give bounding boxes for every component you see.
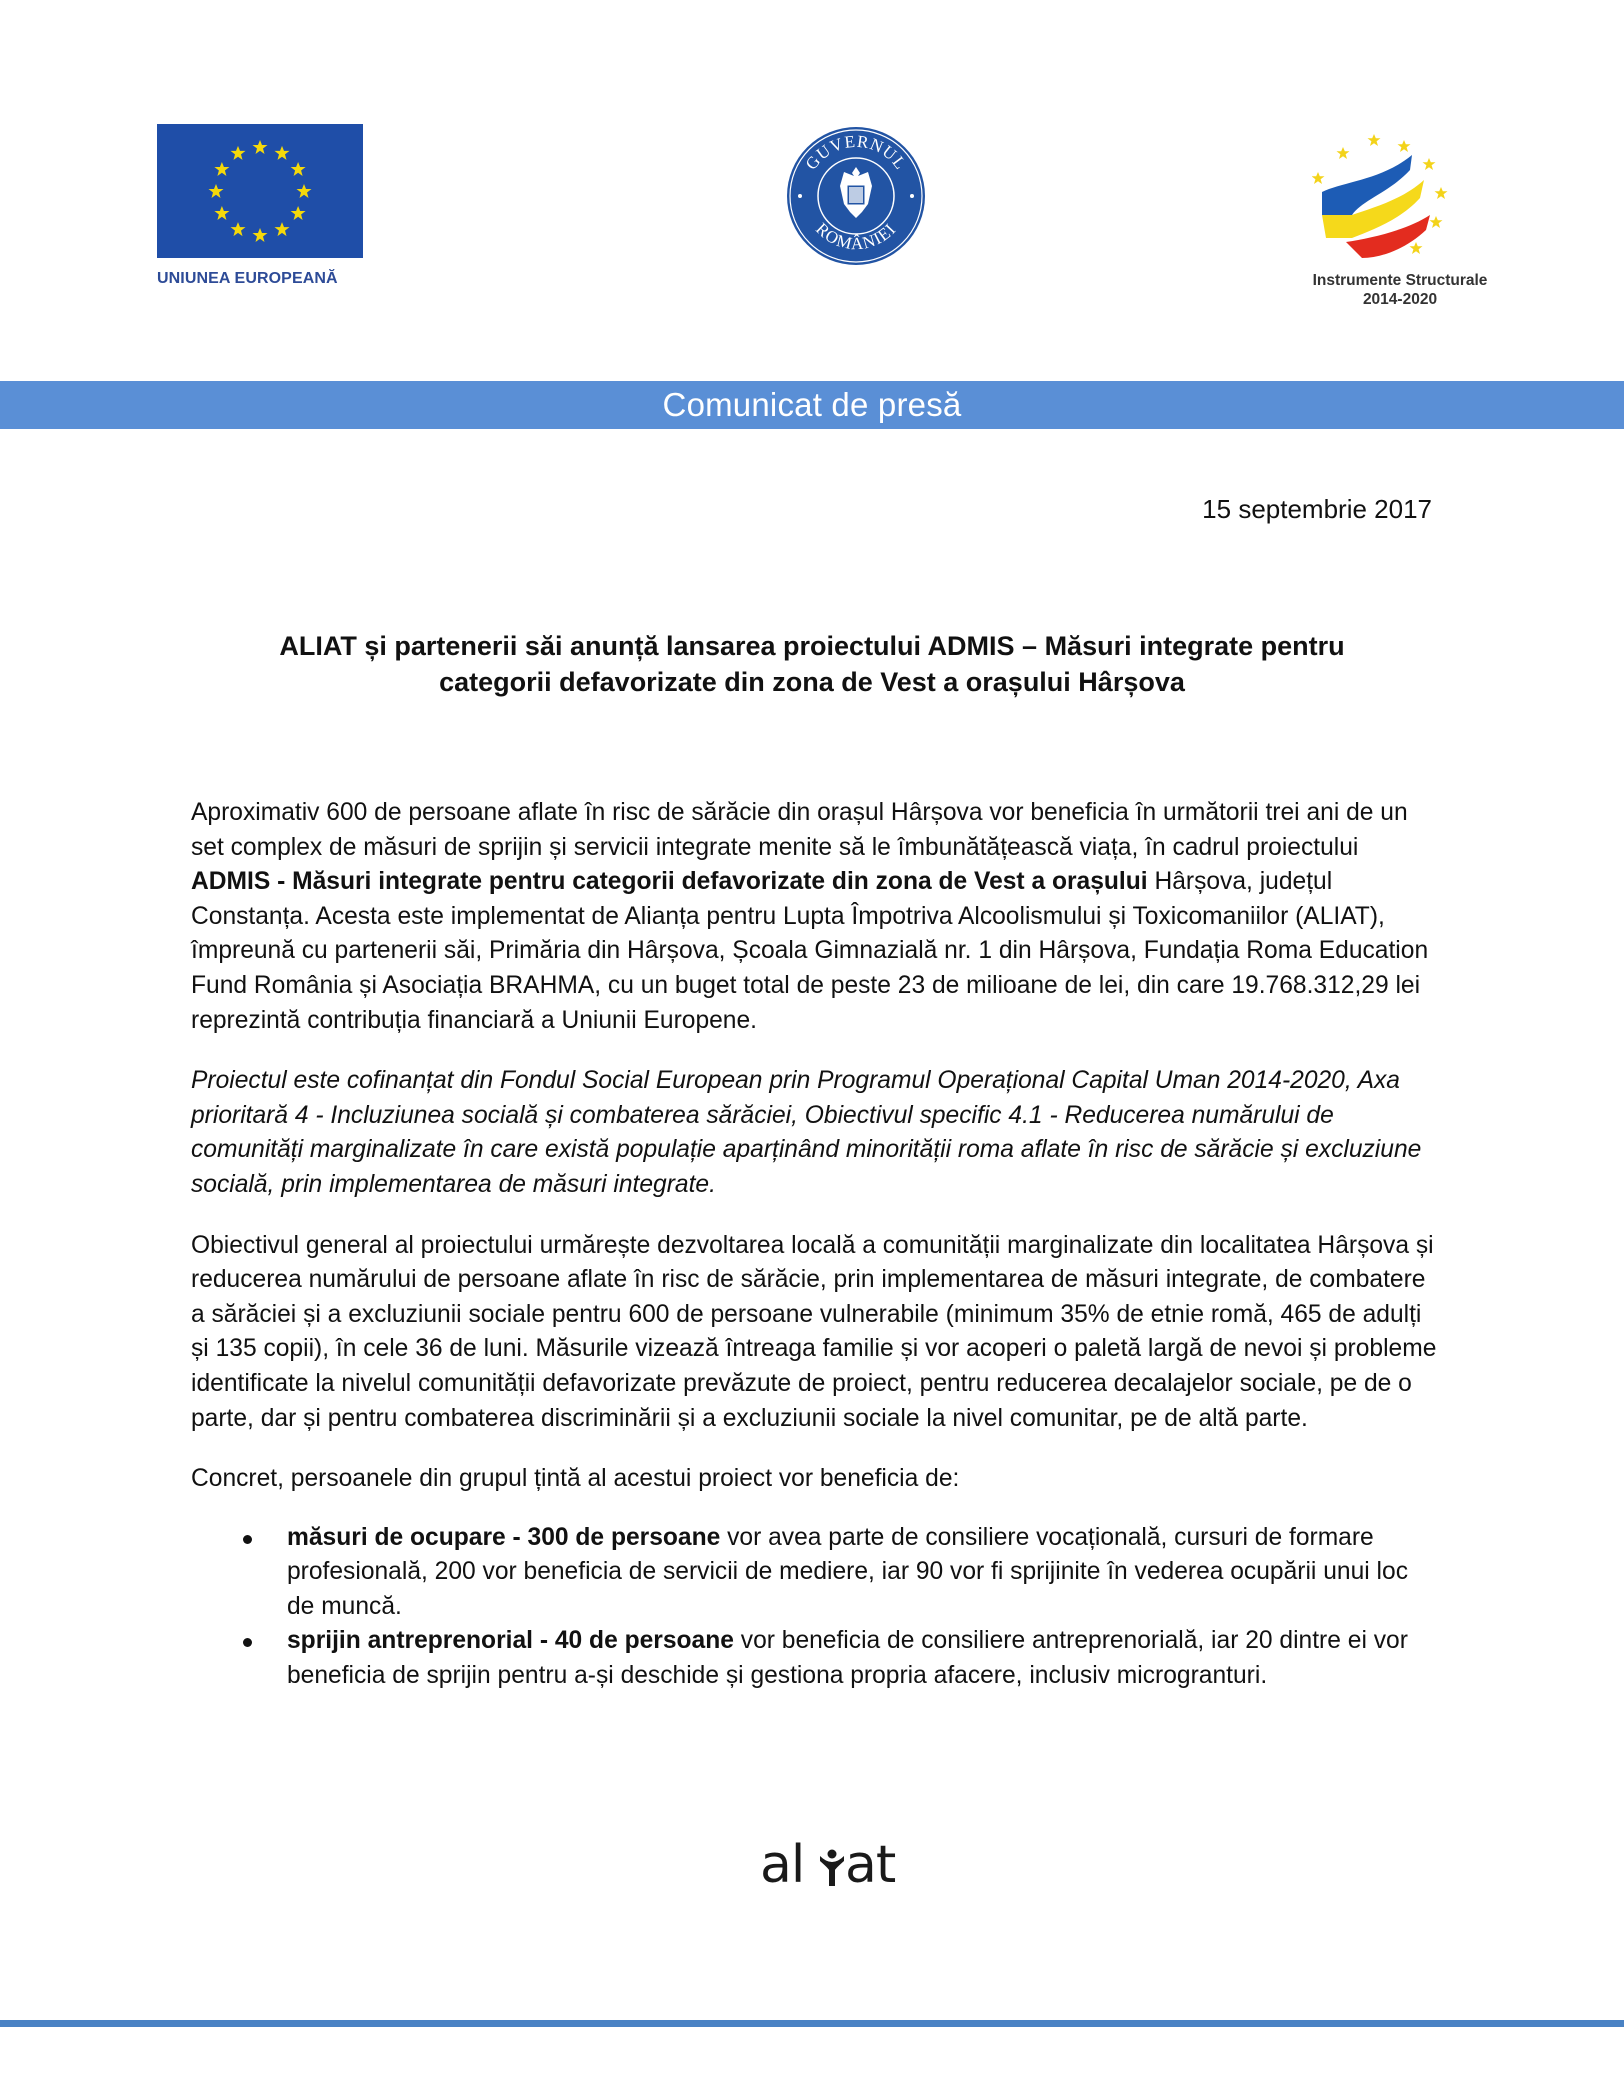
- eu-flag-icon: [157, 124, 363, 258]
- article-title: [220, 628, 1404, 700]
- structural-instruments-caption: [1290, 271, 1510, 309]
- release-date: 15 septembrie 2017: [1202, 494, 1432, 524]
- structural-instruments-logo: [1290, 120, 1510, 309]
- press-release-title: Comunicat de presă: [662, 386, 962, 423]
- svg-text:at: at: [845, 1836, 896, 1892]
- svg-text:al: al: [760, 1836, 805, 1892]
- press-release-header-band: [0, 381, 1624, 429]
- list-item: măsuri de ocupare - 300 de persoane vor avea parte de consiliere vocațională, cursuri de formare profesională, 200 vor beneficia de servicii de mediere, iar 90 vor fi sprijinite în vederea ocupării unui loc de muncă.: [191, 1521, 1441, 1625]
- svg-text:GUVERNUL: GUVERNUL: [801, 131, 911, 174]
- svg-text:ROMÂNIEI: ROMÂNIEI: [812, 219, 900, 254]
- aliat-logo: [760, 1836, 900, 1892]
- article-title-line1: ALIAT și partenerii săi anunță lansarea proiectului ADMIS – Măsuri integrate pentru: [279, 631, 1345, 661]
- paragraph-funding: Proiectul este cofinanțat din Fondul Social European prin Programul Operațional Capital Uman 2014-2020, Axa prioritară 4 - Incluziunea socială și combaterea sărăciei, Obiectivul specific 4.1 - Reducerea numărului de comunități marginalizate în care există populație aparținând minorității roma aflate în risc de sărăcie și excluziune socială, prin implementarea de măsuri integrate.: [191, 1067, 1422, 1198]
- article-body: [191, 796, 1441, 1694]
- article-title-line2: categorii defavorizate din zona de Vest a orașului Hârșova: [439, 667, 1185, 697]
- romanian-coat-of-arms-icon: [785, 125, 927, 267]
- paragraph-intro: Aproximativ 600 de persoane aflate în risc de sărăcie din orașul Hârșova vor beneficia în următorii trei ani de un set complex de măsuri de sprijin și servicii integrate menite să le îmbunătățească viața, în cadrul proiectului ADMIS - Măsuri integrate pentru categorii defavorizate din zona de Vest a orașului Hârșova, județul Constanța. Acesta este implementat de Alianța pentru Lupta Împotriva Alcoolismului și Toxicomaniilor (ALIAT), împreună cu partenerii săi, Primăria din Hârșova, Școala Gimnazială nr. 1 din Hârșova, Fundația Roma Education Fund România și Asociația BRAHMA, cu un buget total de peste 23 de milioane de lei, din care 19.768.312,29 lei reprezintă contribuția financiară a Uniunii Europene.: [191, 799, 1429, 1034]
- paragraph-objective: Obiectivul general al proiectului urmărește dezvoltarea locală a comunității marginalizate din localitatea Hârșova și reducerea numărului de persoane aflate în risc de sărăcie, prin implementarea de măsuri integrate, de combatere a sărăciei și a excluziunii sociale pentru 600 de persoane vulnerabile (minimum 35% de etnie romă, 465 de adulți și 135 copii), în cele 36 de luni. Măsurile vizează întreaga familie și vor acoperi o paletă largă de nevoi și probleme identificate la nivelul comunității defavorizate prevăzute de proiect, pentru reducerea decalajelor sociale, pe de o parte, dar și pentru combaterea discriminării și a excluziunii sociale la nivel comunitar, pe de altă parte.: [191, 1231, 1437, 1432]
- government-seal-logo: [785, 125, 927, 267]
- eu-caption: UNIUNEA EUROPEANĂ: [157, 270, 338, 287]
- structural-instruments-icon: [1312, 120, 1482, 260]
- benefits-list: [191, 1521, 1441, 1694]
- paragraph-benefits-intro: Concret, persoanele din grupul țintă al acestui proiect vor beneficia de:: [191, 1465, 960, 1493]
- project-name: ADMIS - Măsuri integrate pentru categorii defavorizate din zona de Vest a orașului: [191, 868, 1148, 896]
- structural-instruments-title: Instrumente Structurale: [1312, 272, 1488, 289]
- list-item: sprijin antreprenorial - 40 de persoane vor beneficia de consiliere antreprenorială, iar 20 dintre ei vor beneficia de sprijin pentru a-și deschide și gestiona propria afacere, inclusiv microgranturi.: [191, 1624, 1441, 1693]
- structural-instruments-years: 2014-2020: [1362, 291, 1438, 308]
- aliat-logo-icon: [760, 1836, 900, 1892]
- eu-logo: [157, 124, 363, 288]
- bullet-icon: [243, 1535, 252, 1544]
- bullet-icon: [243, 1638, 252, 1647]
- footer-divider: [0, 2020, 1624, 2027]
